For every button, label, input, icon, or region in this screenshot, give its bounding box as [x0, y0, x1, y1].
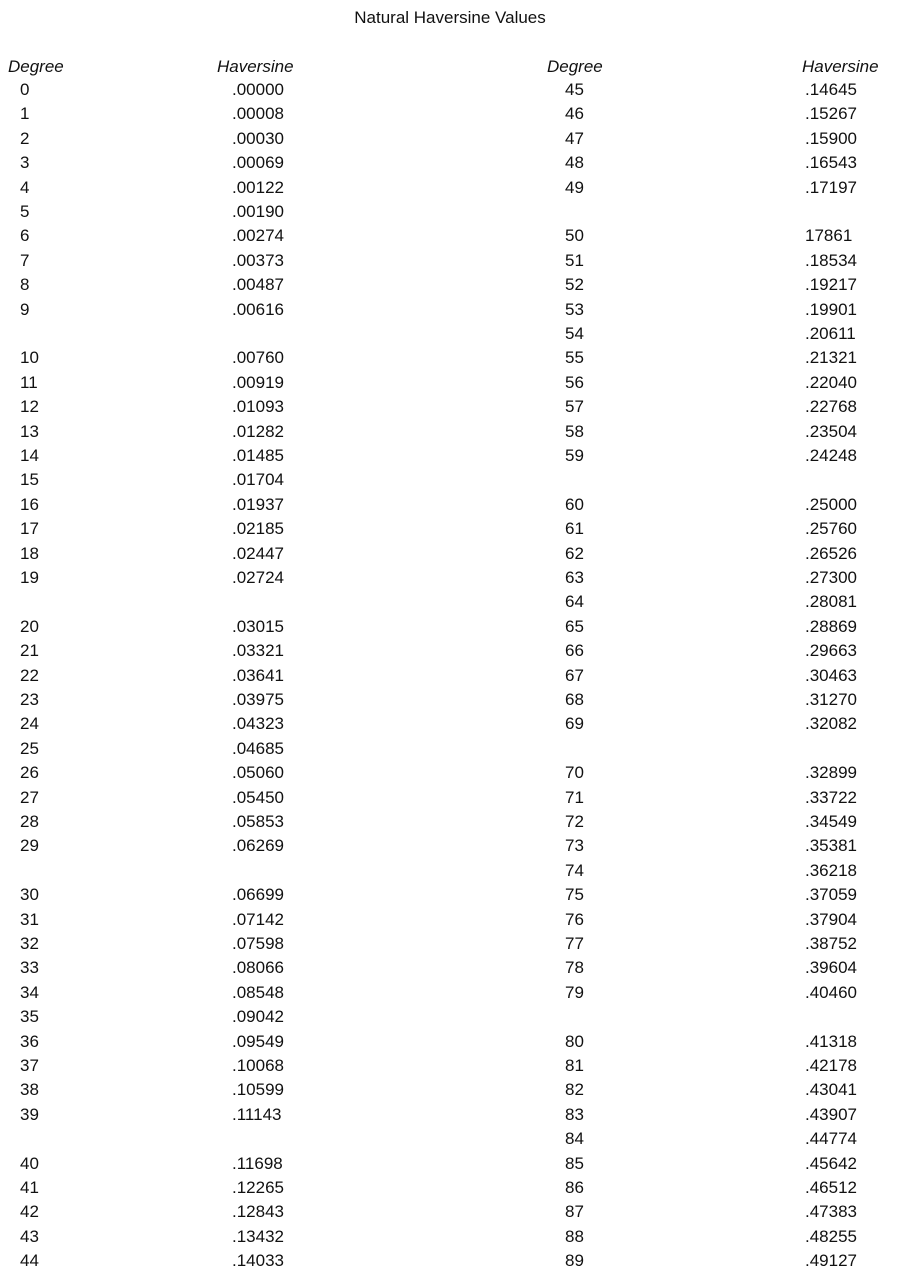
haversine-cell: .11698 — [232, 1153, 283, 1173]
degree-cell: 83 — [565, 1104, 584, 1124]
haversine-cell: .03641 — [232, 665, 284, 685]
degree-cell: 4 — [20, 177, 30, 197]
haversine-cell: .29663 — [805, 641, 857, 661]
degree-cell: 88 — [565, 1226, 584, 1246]
degree-cell: 77 — [565, 934, 584, 953]
degree-cell: 21 — [20, 641, 39, 661]
haversine-cell: .06699 — [232, 885, 284, 905]
haversine-cell: .01093 — [232, 397, 284, 417]
haversine-cell: .39604 — [805, 958, 857, 978]
degree-cell: 46 — [565, 104, 584, 124]
degree-cell: 33 — [20, 958, 39, 978]
degree-cell: 25 — [20, 738, 39, 758]
degree-cell: 8 — [20, 275, 30, 295]
degree-cell: 17 — [20, 519, 39, 539]
haversine-cell: .00760 — [232, 348, 284, 368]
haversine-cell: .15267 — [805, 104, 857, 124]
haversine-cell: .20611 — [805, 324, 856, 343]
haversine-cell: .33722 — [805, 787, 857, 807]
degree-cell: 53 — [565, 299, 584, 319]
haversine-cell: .45642 — [805, 1153, 857, 1173]
haversine-cell: .06269 — [232, 836, 284, 856]
degree-cell: 34 — [20, 982, 39, 1002]
degree-cell: 1 — [20, 104, 30, 124]
haversine-cell: .00008 — [232, 104, 284, 124]
haversine-cell: .02447 — [232, 543, 284, 563]
degree-cell: 76 — [565, 909, 584, 929]
degree-cell: 40 — [20, 1153, 39, 1173]
haversine-cell: .24248 — [805, 446, 857, 465]
haversine-cell: .07598 — [232, 934, 284, 953]
haversine-cell: .00616 — [232, 299, 284, 319]
degree-cell: 82 — [565, 1080, 584, 1100]
haversine-cell: .12843 — [232, 1202, 284, 1222]
haversine-cell: .04685 — [232, 738, 284, 758]
degree-cell: 79 — [565, 982, 584, 1002]
haversine-cell: .05060 — [232, 763, 284, 783]
haversine-cell: .13432 — [232, 1226, 284, 1246]
degree-cell: 71 — [565, 787, 584, 807]
haversine-cell: .01704 — [232, 470, 284, 490]
haversine-cell: .00274 — [232, 226, 284, 246]
degree-cell: 62 — [565, 543, 584, 563]
degree-cell: 2 — [20, 128, 30, 148]
haversine-cell: .03321 — [232, 641, 284, 661]
degree-cell: 5 — [20, 202, 30, 221]
degree-cell: 87 — [565, 1202, 584, 1222]
haversine-cell: .05853 — [232, 812, 284, 831]
degree-cell: 14 — [20, 446, 39, 465]
degree-cell: 43 — [20, 1226, 39, 1246]
haversine-cell: .47383 — [805, 1202, 857, 1222]
degree-cell: 45 — [565, 80, 584, 99]
degree-cell: 68 — [565, 690, 584, 709]
degree-cell: 59 — [565, 446, 584, 465]
degree-cell: 9 — [20, 299, 30, 319]
degree-cell: 56 — [565, 372, 584, 392]
degree-cell: 69 — [565, 714, 584, 734]
haversine-cell: .26526 — [805, 543, 857, 563]
degree-cell: 35 — [20, 1007, 39, 1027]
haversine-cell: .44774 — [805, 1129, 857, 1149]
haversine-cell: .00919 — [232, 372, 284, 392]
haversine-cell: .46512 — [805, 1178, 857, 1197]
degree-cell: 54 — [565, 324, 584, 343]
degree-cell: 0 — [20, 80, 30, 99]
degree-cell: 64 — [565, 592, 584, 612]
degree-cell: 86 — [565, 1178, 584, 1197]
degree-cell: 15 — [20, 470, 39, 490]
haversine-cell: .32899 — [805, 763, 857, 783]
degree-cell: 84 — [565, 1129, 584, 1149]
degree-cell: 41 — [20, 1178, 39, 1197]
degree-cell: 47 — [565, 128, 584, 148]
degree-cell: 72 — [565, 812, 584, 831]
degree-cell: 60 — [565, 494, 584, 514]
haversine-cell: .03975 — [232, 690, 284, 709]
haversine-cell: .05450 — [232, 787, 284, 807]
haversine-cell: .35381 — [805, 836, 857, 856]
haversine-cell: .37904 — [805, 909, 857, 929]
degree-cell: 27 — [20, 787, 39, 807]
haversine-cell: .01282 — [232, 421, 284, 441]
degree-cell: 50 — [565, 226, 584, 246]
degree-cell: 48 — [565, 153, 584, 173]
degree-cell: 24 — [20, 714, 39, 734]
haversine-cell: .17197 — [805, 177, 857, 197]
haversine-cell: 17861 — [805, 226, 853, 246]
degree-cell: 11 — [20, 372, 38, 392]
haversine-cell: .19217 — [805, 275, 857, 295]
haversine-cell: .01937 — [232, 494, 284, 514]
degree-cell: 6 — [20, 226, 30, 246]
haversine-cell: .10599 — [232, 1080, 284, 1100]
haversine-cell: .42178 — [805, 1056, 857, 1075]
haversine-cell: .30463 — [805, 665, 857, 685]
haversine-cell: .09549 — [232, 1031, 284, 1051]
degree-cell: 28 — [20, 812, 39, 831]
haversine-cell: .22768 — [805, 397, 857, 417]
haversine-cell: .40460 — [805, 982, 857, 1002]
haversine-cell: .25000 — [805, 494, 857, 514]
degree-cell: 52 — [565, 275, 584, 295]
degree-cell: 29 — [20, 836, 39, 856]
haversine-cell: .14645 — [805, 80, 857, 99]
degree-cell: 67 — [565, 665, 584, 685]
haversine-cell: .03015 — [232, 616, 284, 636]
haversine-cell: .00069 — [232, 153, 284, 173]
degree-cell: 26 — [20, 763, 39, 783]
degree-cell: 89 — [565, 1251, 584, 1271]
haversine-cell: .04323 — [232, 714, 284, 734]
degree-cell: 49 — [565, 177, 584, 197]
degree-cell: 37 — [20, 1056, 39, 1075]
page-title: Natural Haversine Values — [354, 8, 546, 27]
degree-cell: 19 — [20, 568, 39, 587]
degree-cell: 70 — [565, 763, 584, 783]
haversine-cell: .01485 — [232, 446, 284, 465]
haversine-cell: .34549 — [805, 812, 857, 831]
degree-cell: 38 — [20, 1080, 39, 1100]
degree-cell: 22 — [20, 665, 39, 685]
degree-cell: 51 — [565, 250, 584, 270]
haversine-cell: .07142 — [232, 909, 284, 929]
left-degree-header: Degree — [8, 57, 64, 76]
haversine-cell: .16543 — [805, 153, 857, 173]
degree-cell: 65 — [565, 616, 584, 636]
degree-cell: 44 — [20, 1251, 39, 1271]
haversine-cell: .49127 — [805, 1251, 857, 1271]
left-haversine-header: Haversine — [217, 57, 294, 76]
degree-cell: 20 — [20, 616, 39, 636]
haversine-cell: .36218 — [805, 860, 857, 880]
right-degree-header: Degree — [547, 57, 603, 76]
degree-cell: 12 — [20, 397, 39, 417]
haversine-cell: .00190 — [232, 202, 284, 221]
haversine-cell: .28869 — [805, 616, 857, 636]
degree-cell: 3 — [20, 153, 30, 173]
haversine-cell: .09042 — [232, 1007, 284, 1027]
haversine-cell: .37059 — [805, 885, 857, 905]
degree-cell: 80 — [565, 1031, 584, 1051]
haversine-cell: .25760 — [805, 519, 857, 539]
degree-cell: 7 — [20, 250, 30, 270]
haversine-cell: .43041 — [805, 1080, 857, 1100]
degree-cell: 39 — [20, 1104, 39, 1124]
haversine-cell: .19901 — [805, 299, 857, 319]
haversine-cell: .28081 — [805, 592, 857, 612]
haversine-cell: .10068 — [232, 1056, 284, 1075]
haversine-cell: .00373 — [232, 250, 284, 270]
degree-cell: 10 — [20, 348, 39, 368]
degree-cell: 42 — [20, 1202, 39, 1222]
haversine-cell: .22040 — [805, 372, 857, 392]
haversine-cell: .31270 — [805, 690, 857, 709]
haversine-cell: .11143 — [232, 1104, 282, 1124]
haversine-cell: .32082 — [805, 714, 857, 734]
degree-cell: 85 — [565, 1153, 584, 1173]
degree-cell: 57 — [565, 397, 584, 417]
haversine-cell: .02185 — [232, 519, 284, 539]
haversine-cell: .02724 — [232, 568, 284, 587]
haversine-cell: .00030 — [232, 128, 284, 148]
haversine-cell: .08066 — [232, 958, 284, 978]
haversine-cell: .41318 — [805, 1031, 857, 1051]
degree-cell: 16 — [20, 494, 39, 514]
degree-cell: 32 — [20, 934, 39, 953]
degree-cell: 36 — [20, 1031, 39, 1051]
haversine-cell: .14033 — [232, 1251, 284, 1271]
haversine-cell: .43907 — [805, 1104, 857, 1124]
degree-cell: 78 — [565, 958, 584, 978]
degree-cell: 81 — [565, 1056, 584, 1075]
degree-cell: 74 — [565, 860, 584, 880]
haversine-cell: .48255 — [805, 1226, 857, 1246]
haversine-cell: .08548 — [232, 982, 284, 1002]
haversine-cell: .23504 — [805, 421, 857, 441]
haversine-cell: .38752 — [805, 934, 857, 953]
degree-cell: 13 — [20, 421, 39, 441]
haversine-cell: .27300 — [805, 568, 857, 587]
degree-cell: 63 — [565, 568, 584, 587]
haversine-cell: .00487 — [232, 275, 284, 295]
degree-cell: 66 — [565, 641, 584, 661]
degree-cell: 18 — [20, 543, 39, 563]
degree-cell: 55 — [565, 348, 584, 368]
degree-cell: 73 — [565, 836, 584, 856]
haversine-cell: .12265 — [232, 1178, 284, 1197]
degree-cell: 58 — [565, 421, 584, 441]
degree-cell: 23 — [20, 690, 39, 709]
haversine-cell: .18534 — [805, 250, 857, 270]
degree-cell: 30 — [20, 885, 39, 905]
haversine-cell: .21321 — [805, 348, 857, 368]
degree-cell: 75 — [565, 885, 584, 905]
right-haversine-header: Haversine — [802, 57, 879, 76]
haversine-cell: .15900 — [805, 128, 857, 148]
haversine-cell: .00122 — [232, 177, 284, 197]
haversine-cell: .00000 — [232, 80, 284, 99]
degree-cell: 31 — [20, 909, 39, 929]
degree-cell: 61 — [565, 519, 584, 539]
